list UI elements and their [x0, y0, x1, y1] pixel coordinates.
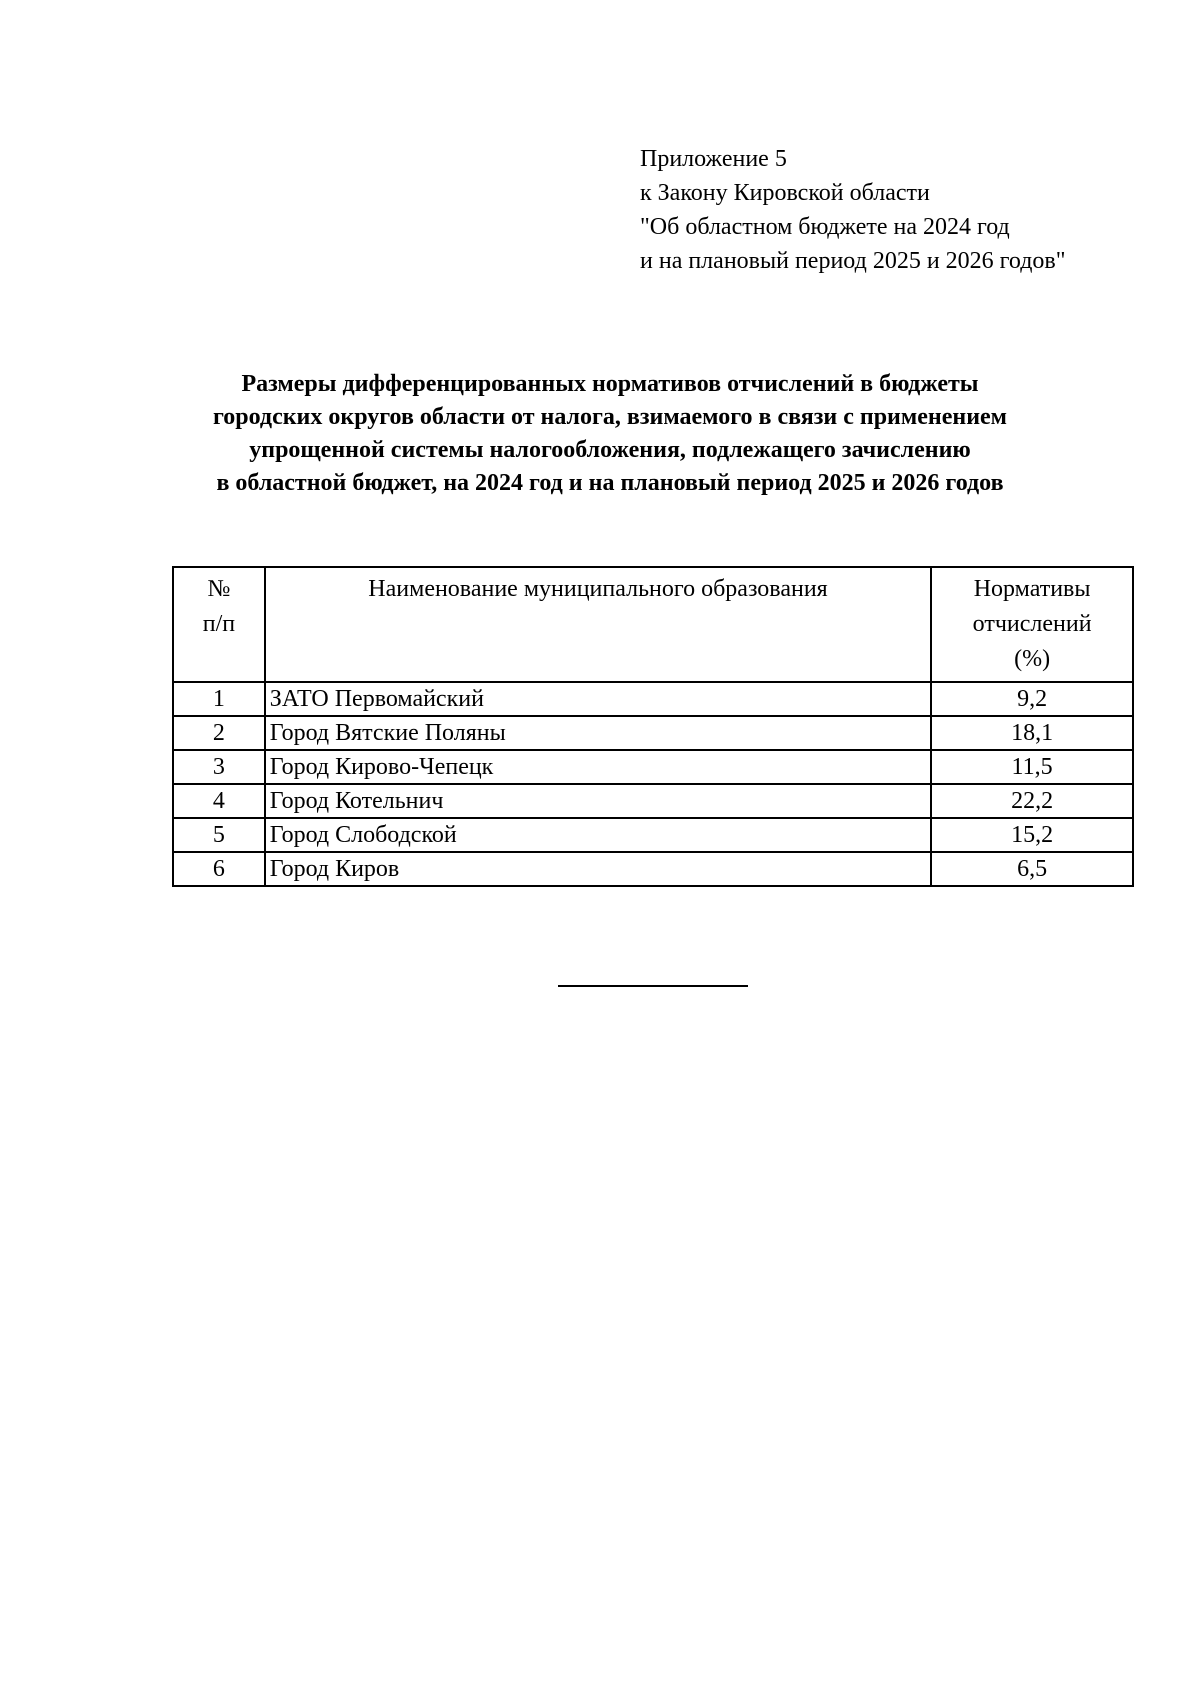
- title-line: в областной бюджет, на 2024 год и на плановый период 2025 и 2026 годов: [216, 470, 1004, 496]
- table-header-row: [173, 567, 1133, 682]
- row-num: 6: [173, 852, 265, 886]
- table-row: [173, 682, 1133, 716]
- table-row: [173, 750, 1133, 784]
- norms-table: [172, 566, 1134, 887]
- row-name: Город Котельнич: [265, 784, 931, 818]
- row-num: 2: [173, 716, 265, 750]
- row-value: 6,5: [931, 852, 1133, 886]
- table-row: [173, 818, 1133, 852]
- row-name: Город Слободской: [265, 818, 931, 852]
- row-num: 3: [173, 750, 265, 784]
- row-name: ЗАТО Первомайский: [265, 682, 931, 716]
- header-num-line: п/п: [202, 611, 236, 637]
- attachment-line: к Закону Кировской области: [640, 180, 930, 206]
- header-num: [173, 567, 265, 682]
- table-row: [173, 784, 1133, 818]
- row-value: 15,2: [931, 818, 1133, 852]
- header-name-text: Наименование муниципального образования: [368, 576, 828, 602]
- attachment-note: [640, 142, 1066, 278]
- title-line: упрощенной системы налогообложения, подлежащего зачислению: [249, 437, 971, 463]
- row-name: Город Киров: [265, 852, 931, 886]
- table-row: [173, 852, 1133, 886]
- end-divider: [558, 985, 748, 987]
- header-name: [265, 567, 931, 682]
- row-value: 9,2: [931, 682, 1133, 716]
- row-num: 5: [173, 818, 265, 852]
- title-line: городских округов области от налога, взимаемого в связи с применением: [212, 404, 1008, 430]
- row-name: Город Кирово-Чепецк: [265, 750, 931, 784]
- row-name: Город Вятские Поляны: [265, 716, 931, 750]
- header-num-line: №: [207, 576, 231, 602]
- title-line: Размеры дифференцированных нормативов отчислений в бюджеты: [241, 371, 979, 397]
- header-value-line: Нормативы: [973, 576, 1091, 602]
- row-value: 18,1: [931, 716, 1133, 750]
- header-value-line: отчислений: [972, 611, 1092, 637]
- row-value: 11,5: [931, 750, 1133, 784]
- header-value-line: (%): [1014, 646, 1051, 672]
- table-row: [173, 716, 1133, 750]
- document-title: [150, 368, 1070, 500]
- attachment-line: Приложение 5: [640, 146, 787, 172]
- row-value: 22,2: [931, 784, 1133, 818]
- header-value: [931, 567, 1133, 682]
- row-num: 4: [173, 784, 265, 818]
- row-num: 1: [173, 682, 265, 716]
- attachment-line: "Об областном бюджете на 2024 год: [640, 214, 1010, 240]
- attachment-line: и на плановый период 2025 и 2026 годов": [640, 248, 1066, 274]
